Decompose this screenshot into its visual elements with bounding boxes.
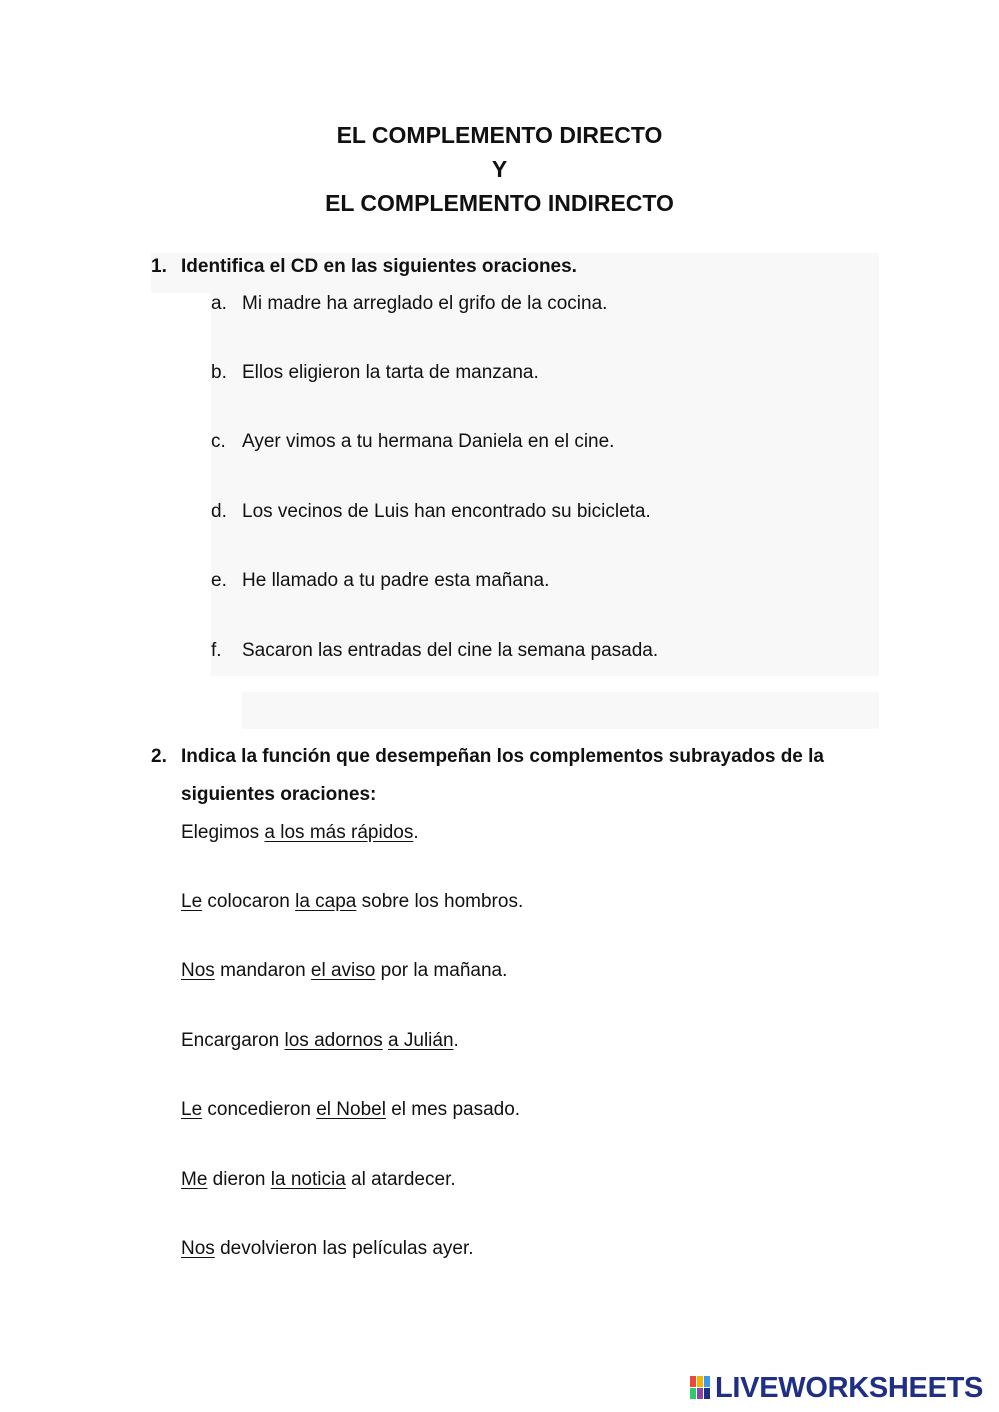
sentence-7 (181, 1238, 474, 1260)
underlined-complement: Le (181, 891, 203, 912)
item-letter: f. (211, 640, 222, 661)
underlined-complement: Nos (181, 1238, 215, 1259)
question-2-heading-line-2: siguientes oraciones: (181, 784, 377, 805)
answer-area-items (211, 293, 879, 676)
sentence-text: . (413, 822, 419, 843)
item-letter: d. (211, 501, 227, 522)
liveworksheets-logo-icon (690, 1376, 712, 1400)
item-sentence: Sacaron las entradas del cine la semana pasada. (242, 640, 659, 661)
underlined-complement: a los más rápidos (264, 822, 414, 843)
page-title-line-1: EL COMPLEMENTO DIRECTO (336, 122, 663, 148)
underlined-complement: Me (181, 1169, 208, 1190)
underlined-complement: el Nobel (316, 1099, 386, 1120)
sentence-text: Encargaron (181, 1030, 285, 1051)
question-2-number: 2. (151, 746, 167, 767)
sentence-text: colocaron (202, 891, 296, 912)
sentence-text: por la mañana. (375, 960, 508, 981)
underlined-complement: a Julián (388, 1030, 454, 1051)
underlined-complement: Le (181, 1099, 203, 1120)
item-letter: e. (211, 570, 227, 591)
underlined-complement: los adornos (284, 1030, 383, 1051)
sentence-6 (181, 1169, 456, 1191)
sentence-2 (181, 891, 523, 913)
item-sentence: He llamado a tu padre esta mañana. (242, 570, 550, 591)
page-title-line-3: EL COMPLEMENTO INDIRECTO (325, 190, 674, 216)
item-letter: b. (211, 362, 227, 383)
sentence-text: el mes pasado. (385, 1099, 521, 1120)
question-2-heading-line-1: Indica la función que desempeñan los complementos subrayados de la (181, 746, 824, 767)
sentence-text: mandaron (214, 960, 311, 981)
item-sentence: Los vecinos de Luis han encontrado su bicicleta. (242, 501, 651, 522)
item-letter: a. (211, 293, 227, 314)
sentence-text: concedieron (202, 1099, 317, 1120)
sentence-text: . (453, 1030, 459, 1051)
underlined-complement: Nos (181, 960, 215, 981)
brand-name: LIVEWORKSHEETS (715, 1371, 984, 1404)
item-sentence: Mi madre ha arreglado el grifo de la cocina. (242, 293, 608, 314)
underlined-complement: la noticia (270, 1169, 346, 1190)
sentence-text: dieron (207, 1169, 271, 1190)
underlined-complement: la capa (295, 891, 357, 912)
sentence-text: al atardecer. (345, 1169, 456, 1190)
underlined-complement: el aviso (310, 960, 376, 981)
sentence-1 (181, 822, 419, 844)
answer-area-extra (242, 692, 879, 729)
sentence-text: sobre los hombros. (356, 891, 524, 912)
sentence-text: Elegimos (181, 822, 265, 843)
sentence-3 (181, 960, 507, 982)
sentence-4 (181, 1030, 459, 1052)
sentence-5 (181, 1099, 520, 1121)
item-sentence: Ellos eligieron la tarta de manzana. (242, 362, 539, 383)
liveworksheets-brand (690, 1372, 983, 1404)
sentence-text: devolvieron las películas ayer. (214, 1238, 474, 1259)
question-1-heading: Identifica el CD en las siguientes oraciones. (181, 256, 577, 277)
question-1-number: 1. (151, 256, 167, 277)
page-title-line-2: Y (491, 156, 508, 182)
item-sentence: Ayer vimos a tu hermana Daniela en el cine. (242, 431, 615, 452)
item-letter: c. (211, 431, 226, 452)
